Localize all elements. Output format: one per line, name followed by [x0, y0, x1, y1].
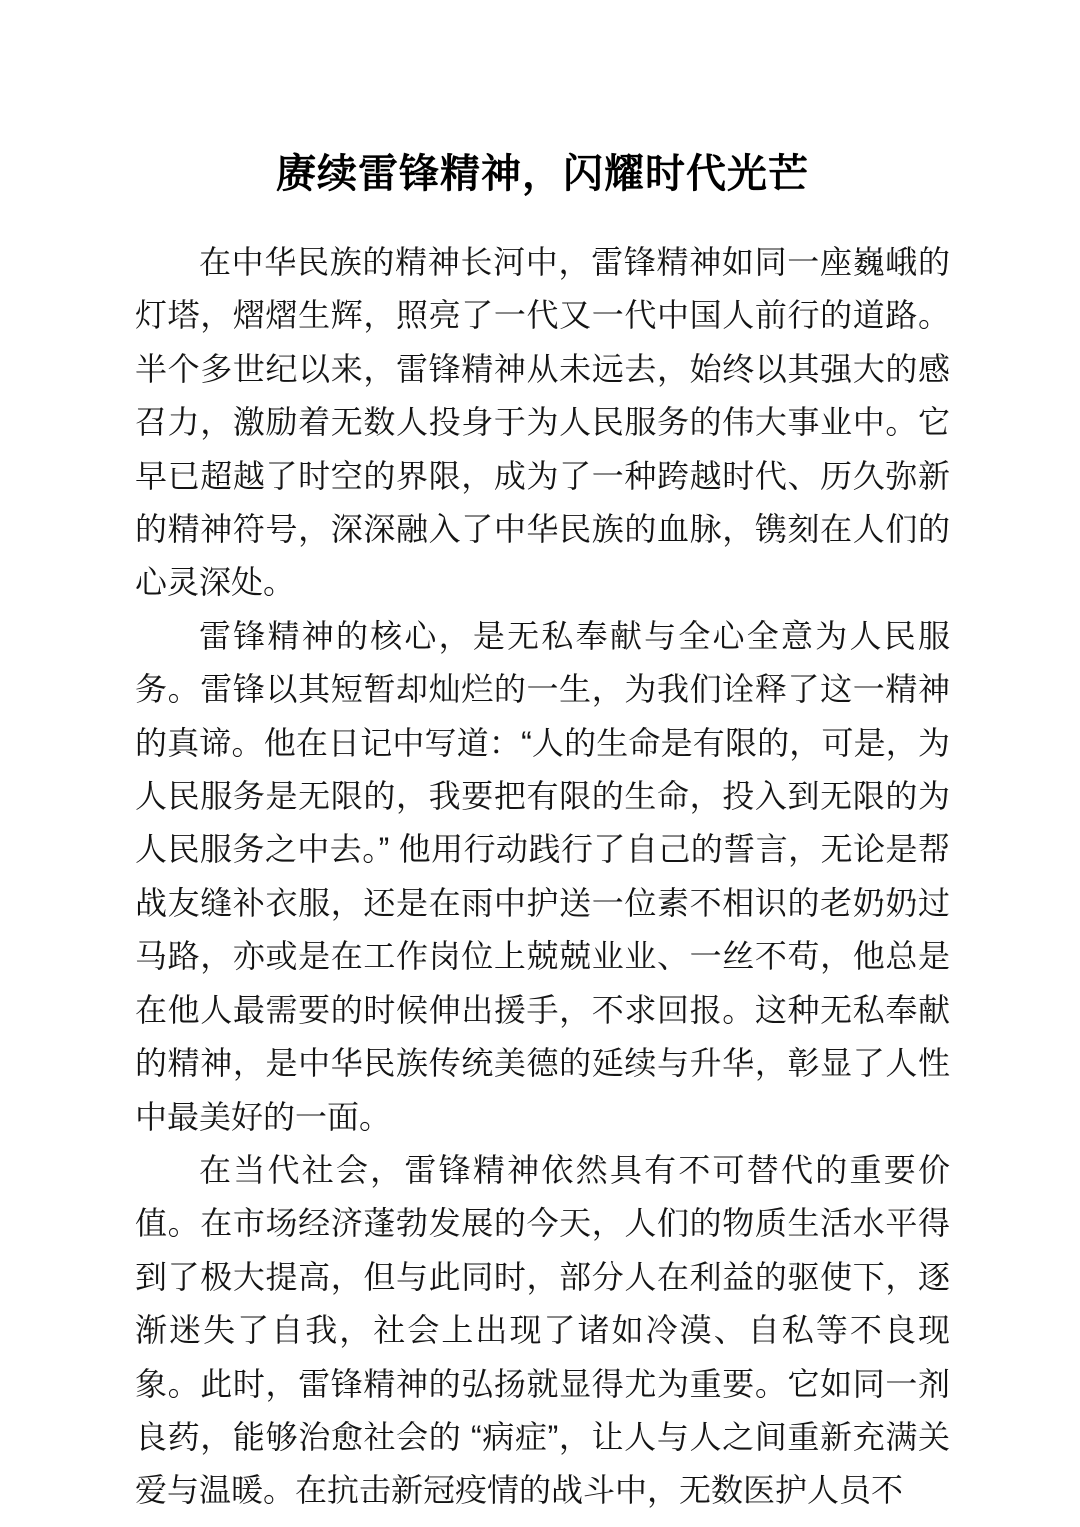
document-body	[135, 236, 950, 1518]
body-paragraph: 雷锋精神的核心，是无私奉献与全心全意为人民服务。雷锋以其短暂却灿烂的一生，为我们诠释了这一精神的真谛。他在日记中写道：“人的生命是有限的，可是，为人民服务是无限的，我要把有限的生命，投入到无限的为人民服务之中去。” 他用行动践行了自己的誓言，无论是帮战友缝补衣服，还是在雨中护送一位素不相识的老奶奶过马路，亦或是在工作岗位上兢兢业业、一丝不苟，他总是在他人最需要的时候伸出援手，不求回报。这种无私奉献的精神，是中华民族传统美德的延续与升华，彰显了人性中最美好的一面。	[135, 617, 950, 1135]
document-title: 赓续雷锋精神，闪耀时代光芒	[276, 152, 809, 196]
body-paragraph: 在中华民族的精神长河中，雷锋精神如同一座巍峨的灯塔，熠熠生辉，照亮了一代又一代中国人前行的道路。半个多世纪以来，雷锋精神从未远去，始终以其强大的感召力，激励着无数人投身于为人民服务的伟大事业中。它早已超越了时空的界限，成为了一种跨越时代、历久弥新的精神符号，深深融入了中华民族的血脉，镌刻在人们的心灵深处。	[135, 244, 950, 601]
body-paragraph: 在当代社会，雷锋精神依然具有不可替代的重要价值。在市场经济蓬勃发展的今天，人们的物质生活水平得到了极大提高，但与此同时，部分人在利益的驱使下，逐渐迷失了自我，社会上出现了诸如冷漠、自私等不良现象。此时，雷锋精神的弘扬就显得尤为重要。它如同一剂良药，能够治愈社会的 “病症”，让人与人之间重新充满关爱与温暖。在抗击新冠疫情的战斗中，无数医护人员不	[135, 1151, 950, 1509]
